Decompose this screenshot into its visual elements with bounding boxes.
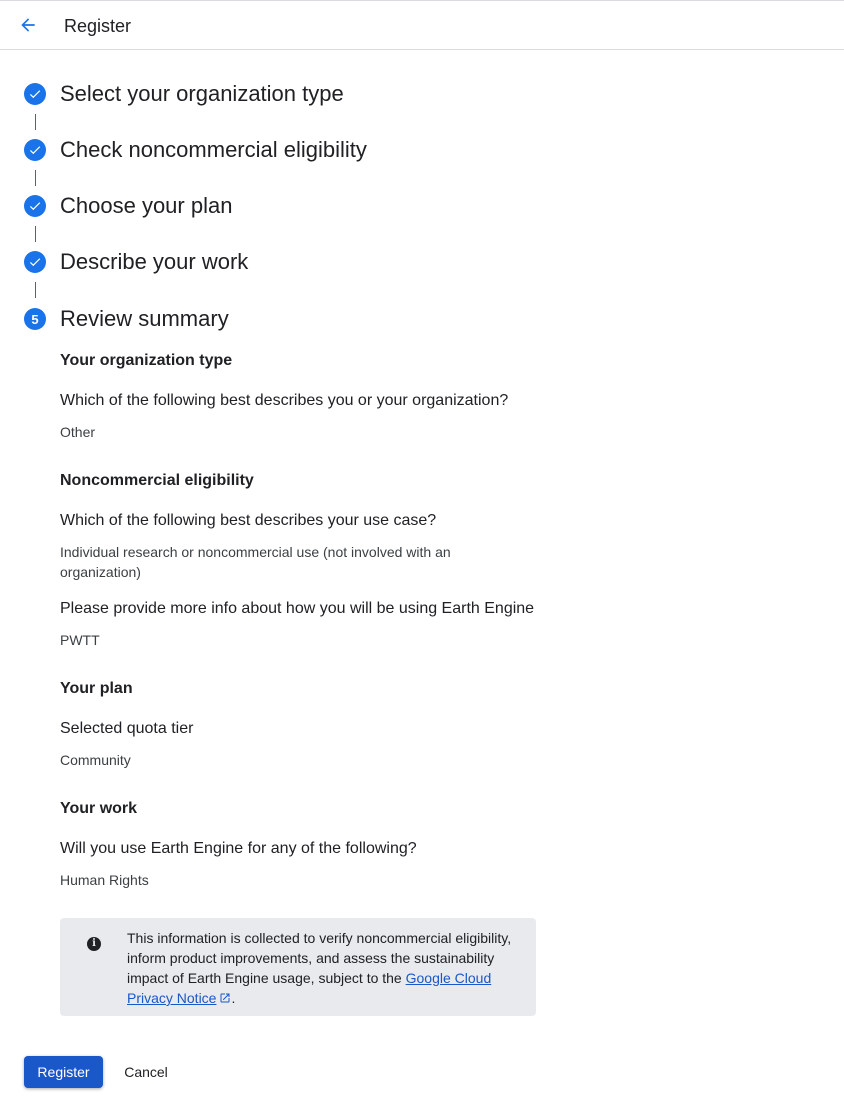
check-icon — [24, 83, 46, 105]
work-answer: Human Rights — [60, 872, 149, 888]
step-connector — [35, 114, 36, 130]
info-text-suffix: . — [231, 990, 236, 1006]
step-review-summary — [24, 305, 229, 333]
work-heading: Your work — [60, 800, 138, 817]
page-title: Register — [64, 16, 132, 36]
organization-answer: Other — [60, 424, 96, 440]
step-label: Choose your plan — [60, 193, 233, 218]
step-choose-plan[interactable] — [24, 192, 233, 220]
organization-heading: Your organization type — [60, 352, 233, 369]
check-icon — [24, 195, 46, 217]
plan-answer: Community — [60, 752, 131, 768]
privacy-info-box — [60, 918, 536, 1016]
back-button[interactable] — [16, 13, 40, 37]
work-question: Will you use Earth Engine for any of the following? — [60, 840, 417, 857]
usage-info-question: Please provide more info about how you will be using Earth Engine — [60, 600, 535, 617]
step-connector — [35, 226, 36, 242]
check-icon — [24, 251, 46, 273]
step-label: Check noncommercial eligibility — [60, 137, 367, 162]
info-text-body: This information is collected to verify noncommercial eligibility, inform product improvements, and assess the sustainability impact of Earth Engine usage, subject to the — [127, 930, 512, 986]
arrow-left-icon — [18, 15, 38, 35]
eligibility-question: Which of the following best describes your use case? — [60, 512, 437, 529]
check-icon — [24, 139, 46, 161]
eligibility-heading: Noncommercial eligibility — [60, 472, 254, 489]
eligibility-answer: Individual research or noncommercial use (not involved with an organization) — [60, 544, 451, 580]
plan-heading: Your plan — [60, 680, 133, 697]
step-describe-work[interactable] — [24, 248, 249, 276]
step-number-badge: 5 — [24, 308, 46, 330]
usage-info-answer: PWTT — [60, 632, 100, 648]
plan-question: Selected quota tier — [60, 720, 194, 737]
register-button[interactable]: Register — [24, 1056, 103, 1088]
step-label: Review summary — [60, 306, 229, 331]
privacy-notice-link[interactable]: Google Cloud Privacy Notice — [127, 970, 492, 1006]
step-check-eligibility[interactable] — [24, 136, 367, 164]
step-connector — [35, 282, 36, 298]
step-select-organization-type[interactable] — [24, 80, 344, 108]
step-label: Describe your work — [60, 249, 249, 274]
info-icon: i — [87, 937, 101, 951]
cancel-button[interactable]: Cancel — [110, 1056, 182, 1088]
privacy-info-text — [127, 928, 527, 1008]
step-connector — [35, 170, 36, 186]
organization-question: Which of the following best describes you or your organization? — [60, 392, 509, 409]
external-link-icon — [219, 992, 231, 1004]
top-bar — [0, 0, 844, 50]
step-label: Select your organization type — [60, 81, 344, 106]
